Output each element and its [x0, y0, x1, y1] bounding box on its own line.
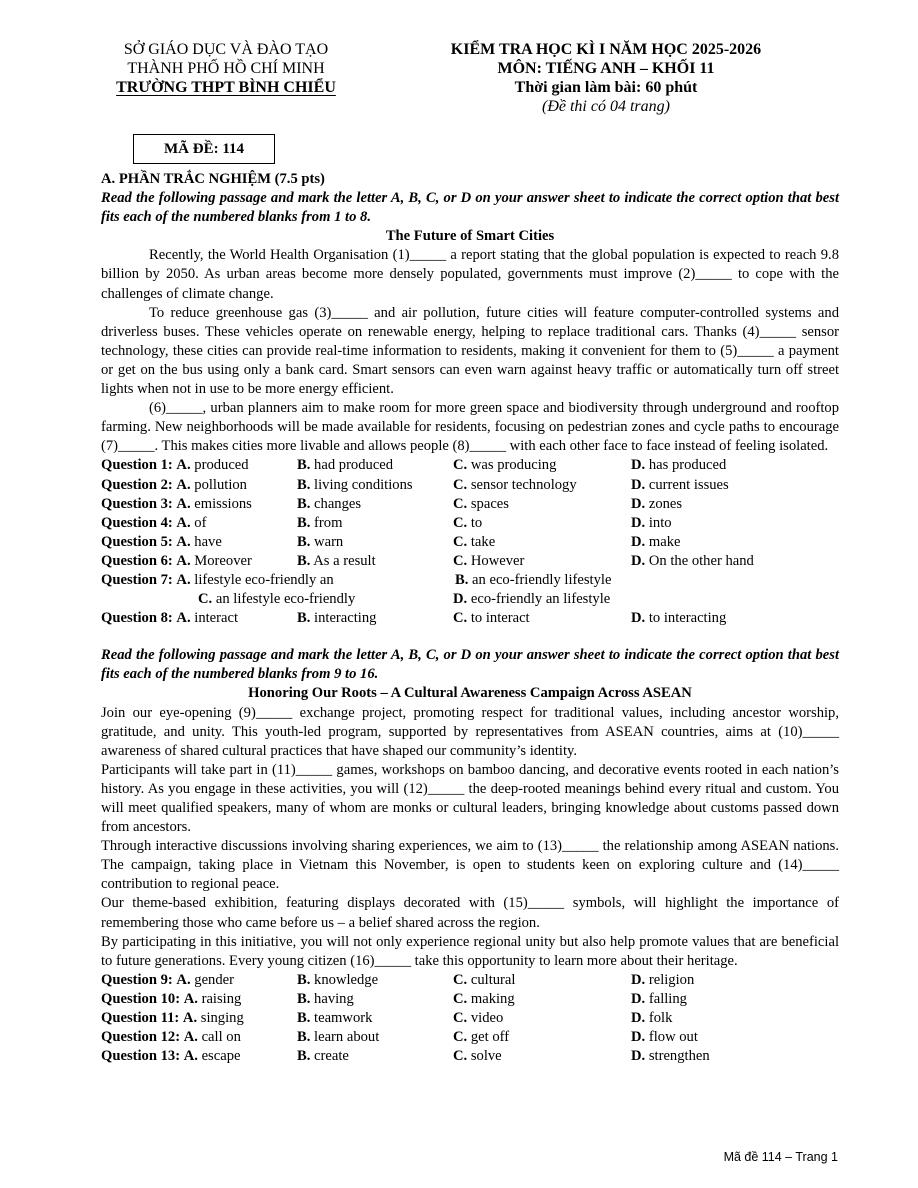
- question-row: [101, 1009, 839, 1028]
- school-info: [101, 40, 351, 97]
- option-b: B. warn: [297, 533, 344, 550]
- option-b: B. As a result: [297, 552, 376, 569]
- passage-2-paragraph: Participants will take part in (11)_____ games, workshops on bamboo dancing, and decorative events rooted in each nation’s history. As you engage in these activities, you will (12)_____ the deep-rooted meanings behind every ritual and custom. You will meet qualified speakers, many of whom are monks or cultural leaders, bringing knowledge about customs passed down from ancestors.: [101, 761, 839, 836]
- passage-1-paragraph: To reduce greenhouse gas (3)_____ and air pollution, future cities will feature computer-controlled systems and driverless buses. These vehicles operate on renewable energy, helping to replace traditional cars. Thanks (4)_____ sensor technology, these cities can provide real-time information to residents, making it convenient for them to (5)_____ a payment or get on the bus using only a bank card. Smart sensors can even warn against heavy traffic or automatically turn off street lights when not in use to be more energy efficient.: [101, 304, 839, 398]
- passage-2-paragraph: Through interactive discussions involving sharing experiences, we aim to (13)_____ the relationship among ASEAN nations. The campaign, taking place in Vietnam this November, is open to students keen on exploring culture and (14)_____ contribution to regional peace.: [101, 838, 839, 893]
- option-b: B. knowledge: [297, 971, 379, 988]
- option-b: B. had produced: [297, 457, 394, 474]
- passage-2-title: Honoring Our Roots – A Cultural Awareness Campaign Across ASEAN: [248, 685, 692, 702]
- option-a: Question 12: A. call on: [101, 1029, 241, 1046]
- option-a: Question 2: A. pollution: [101, 476, 247, 493]
- option-b: B. from: [297, 514, 343, 531]
- passage-2-paragraph: Join our eye-opening (9)_____ exchange project, promoting respect for traditional values, including ancestor worship, gratitude, and unity. This youth-led program, supported by representatives from ASEAN countries, aims at (10)_____ awareness of shared cultural practices that have shaped our community’s identity.: [101, 704, 839, 759]
- instruction-1: Read the following passage and mark the letter A, B, C, or D on your answer sheet to indicate the correct option that best fits each of the numbered blanks from 1 to 8.: [101, 190, 839, 226]
- school-name: TRƯỜNG THPT BÌNH CHIỂU: [116, 79, 336, 96]
- option-b: B. changes: [297, 495, 362, 512]
- question-row: [101, 533, 839, 552]
- option-c: C. making: [453, 990, 515, 1007]
- time-limit: Thời gian làm bài: 60 phút: [514, 79, 698, 96]
- option-c: C. video: [453, 1010, 504, 1027]
- option-a: Question 4: A. of: [101, 514, 207, 531]
- exam-code-box: MÃ ĐỀ: 114: [133, 134, 275, 164]
- option-d: D. folk: [631, 1010, 673, 1027]
- option-b: B. teamwork: [297, 1010, 373, 1027]
- option-c: C. take: [453, 533, 496, 550]
- option-b: B. living conditions: [297, 476, 413, 493]
- option-d: D. current issues: [631, 476, 729, 493]
- option-d: D. religion: [631, 971, 695, 988]
- option-c: C. to interact: [453, 610, 530, 627]
- option-a: Question 3: A. emissions: [101, 495, 252, 512]
- option-d: D. flow out: [631, 1029, 698, 1046]
- page-count: (Đề thi có 04 trang): [542, 98, 670, 115]
- option-d: D. has produced: [631, 457, 727, 474]
- option-a: Question 10: A. raising: [101, 990, 242, 1007]
- question-row: [101, 514, 839, 533]
- option-d: D. into: [631, 514, 672, 531]
- question-row: [101, 609, 839, 628]
- passage-1-paragraph: (6)_____, urban planners aim to make room for more green space and biodiversity through underground and rooftop farming. New neighborhoods will be made available for residents, focusing on pedestrian zones and cycle paths to encourage (7)_____. This makes cities more livable and allows people (8)_____ with each other face to face instead of feeling isolated.: [101, 400, 839, 455]
- option-a: Question 11: A. singing: [101, 1010, 244, 1027]
- option-a: Question 6: A. Moreover: [101, 552, 252, 569]
- page-footer: Mã đề 114 – Trang 1: [723, 1150, 838, 1164]
- option-a: Question 5: A. have: [101, 533, 222, 550]
- option-c: C. was producing: [453, 457, 557, 474]
- city-name: THÀNH PHỐ HỒ CHÍ MINH: [127, 60, 325, 77]
- option-a: Question 1: A. produced: [101, 457, 249, 474]
- option-c: C. an lifestyle eco-friendly: [198, 591, 356, 608]
- option-c: C. spaces: [453, 495, 509, 512]
- passage-1-paragraph: Recently, the World Health Organisation (1)_____ a report stating that the global population is expected to reach 9.8 billion by 2050. As urban areas become more densely populated, governments must improve (2)_____ to cope with the challenges of climate change.: [101, 247, 839, 302]
- passage-1-title: The Future of Smart Cities: [385, 228, 555, 245]
- option-c: C. get off: [453, 1029, 510, 1046]
- option-b: B. having: [297, 990, 354, 1007]
- department-name: SỞ GIÁO DỤC VÀ ĐÀO TẠO: [123, 41, 329, 58]
- question-row: [101, 456, 839, 475]
- question-row: [101, 552, 839, 571]
- question-row: [101, 590, 839, 609]
- option-c: C. solve: [453, 1048, 502, 1065]
- option-a: Question 7: A. lifestyle eco-friendly an: [101, 571, 334, 588]
- question-list-2: [101, 971, 839, 1066]
- part-a-title: A. PHẦN TRẮC NGHIỆM (7.5 pts): [101, 171, 325, 187]
- question-row: [101, 1047, 839, 1066]
- part-a: [101, 170, 839, 1066]
- instruction-2: Read the following passage and mark the letter A, B, C, or D on your answer sheet to indicate the correct option that best fits each of the numbered blanks from 9 to 16.: [101, 647, 839, 683]
- option-c: C. to: [453, 514, 483, 531]
- option-d: D. make: [631, 533, 681, 550]
- subject-name: MÔN: TIẾNG ANH – KHỐI 11: [497, 60, 715, 77]
- question-row: [101, 971, 839, 990]
- question-row: [101, 476, 839, 495]
- exam-info: [371, 40, 841, 116]
- passage-2-paragraph: Our theme-based exhibition, featuring displays decorated with (15)_____ symbols, will highlight the importance of remembering those who came before us – a belief shared across the region.: [101, 895, 839, 931]
- question-row: [101, 571, 839, 590]
- option-d: D. strengthen: [631, 1048, 710, 1065]
- option-a: Question 13: A. escape: [101, 1048, 241, 1065]
- question-list-1: [101, 456, 839, 571]
- option-d: D. On the other hand: [631, 552, 754, 569]
- question-row: [101, 990, 839, 1009]
- question-row: [101, 1028, 839, 1047]
- option-d: D. zones: [631, 495, 683, 512]
- option-c: C. cultural: [453, 971, 516, 988]
- question-row: [101, 495, 839, 514]
- option-c: C. However: [453, 552, 525, 569]
- passage-2-paragraph: By participating in this initiative, you will not only experience regional unity but also help promote values that are beneficial to future generations. Every young citizen (16)_____ take this opportunity to learn more about their heritage.: [101, 933, 839, 969]
- exam-header: [101, 40, 839, 130]
- exam-page: [101, 40, 839, 1065]
- option-d: D. to interacting: [631, 610, 727, 627]
- option-d: D. eco-friendly an lifestyle: [453, 591, 611, 608]
- option-b: B. learn about: [297, 1029, 380, 1046]
- option-a: Question 8: A. interact: [101, 610, 239, 627]
- option-b: B. interacting: [297, 610, 377, 627]
- option-a: Question 9: A. gender: [101, 971, 234, 988]
- option-b: B. create: [297, 1048, 349, 1065]
- option-b: B. an eco-friendly lifestyle: [455, 571, 612, 588]
- option-c: C. sensor technology: [453, 476, 577, 493]
- exam-title: KIỂM TRA HỌC KÌ I NĂM HỌC 2025-2026: [450, 41, 762, 58]
- option-d: D. falling: [631, 990, 687, 1007]
